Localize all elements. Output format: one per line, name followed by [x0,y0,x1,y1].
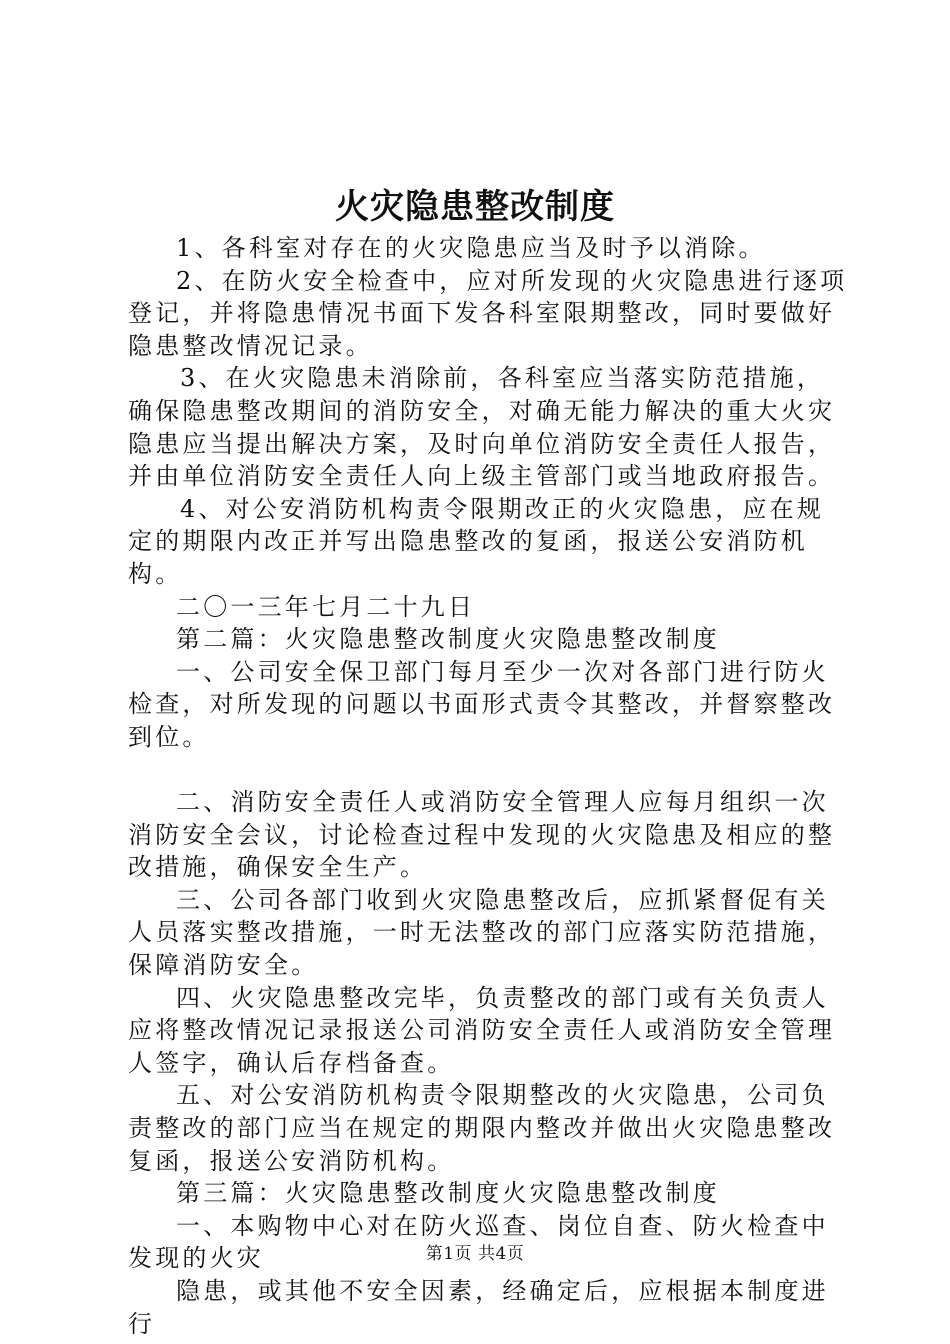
paragraph-9: 五、对公安消防机构责令限期整改的火灾隐患，公司负责整改的部门应当在规定的期限内整改并做出火灾隐患整改复函，报送公安消防机构。 [128,1081,836,1175]
paragraph-5: 一、公司安全保卫部门每月至少一次对各部门进行防火检查，对所发现的问题以书面形式责令其整改，并督察整改到位。 [128,657,836,751]
page-number: 第1页 共4页 [425,1244,525,1264]
paragraph-4: 4、对公安消防机构责令限期改正的火灾隐患，应在规定的期限内改正并写出隐患整改的复函，报送公安消防机构。 [128,494,825,588]
paragraph-10: 一、本购物中心对在防火巡查、岗位自查、防火检查中发现的火灾 [128,1211,829,1273]
document-title: 火灾隐患整改制度 [335,187,615,227]
paragraph-6: 二、消防安全责任人或消防安全管理人应每月组织一次消防安全会议，讨论检查过程中发现的火灾隐患及相应的整改措施，确保安全生产。 [128,788,836,882]
paragraph-11: 隐患，或其他不安全因素，经确定后，应根据本制度进行 [128,1277,829,1338]
paragraph-1: 1、各科室对存在的火灾隐患应当及时予以消除。 [176,234,766,262]
document-body [128,232,848,1340]
paragraph-3: 3、在火灾隐患未消除前，各科室应当落实防范措施，确保隐患整改期间的消防安全，对确无能力解决的重大火灾隐患应当提出解决方案，及时向单位消防安全责任人报告，并由单位消防安全责任人向上级主管部门或当地政府报告。 [128,364,836,491]
section-heading-3: 第三篇：火灾隐患整改制度火灾隐患整改制度 [176,1179,720,1208]
section-heading-2: 第二篇：火灾隐患整改制度火灾隐患整改制度 [176,625,720,654]
date-line: 二〇一三年七月二十九日 [176,592,476,621]
paragraph-7: 三、公司各部门收到火灾隐患整改后，应抓紧督促有关人员落实整改措施，一时无法整改的部门应落实防范措施，保障消防安全。 [128,885,836,980]
paragraph-2: 2、在防火安全检查中，应对所发现的火灾隐患进行逐项登记，并将隐患情况书面下发各科室限期整改，同时要做好隐患整改情况记录。 [128,266,848,360]
paragraph-8: 四、火灾隐患整改完毕，负责整改的部门或有关负责人应将整改情况记录报送公司消防安全责任人或消防安全管理人签字，确认后存档备查。 [128,983,836,1077]
blank-line [128,754,848,787]
